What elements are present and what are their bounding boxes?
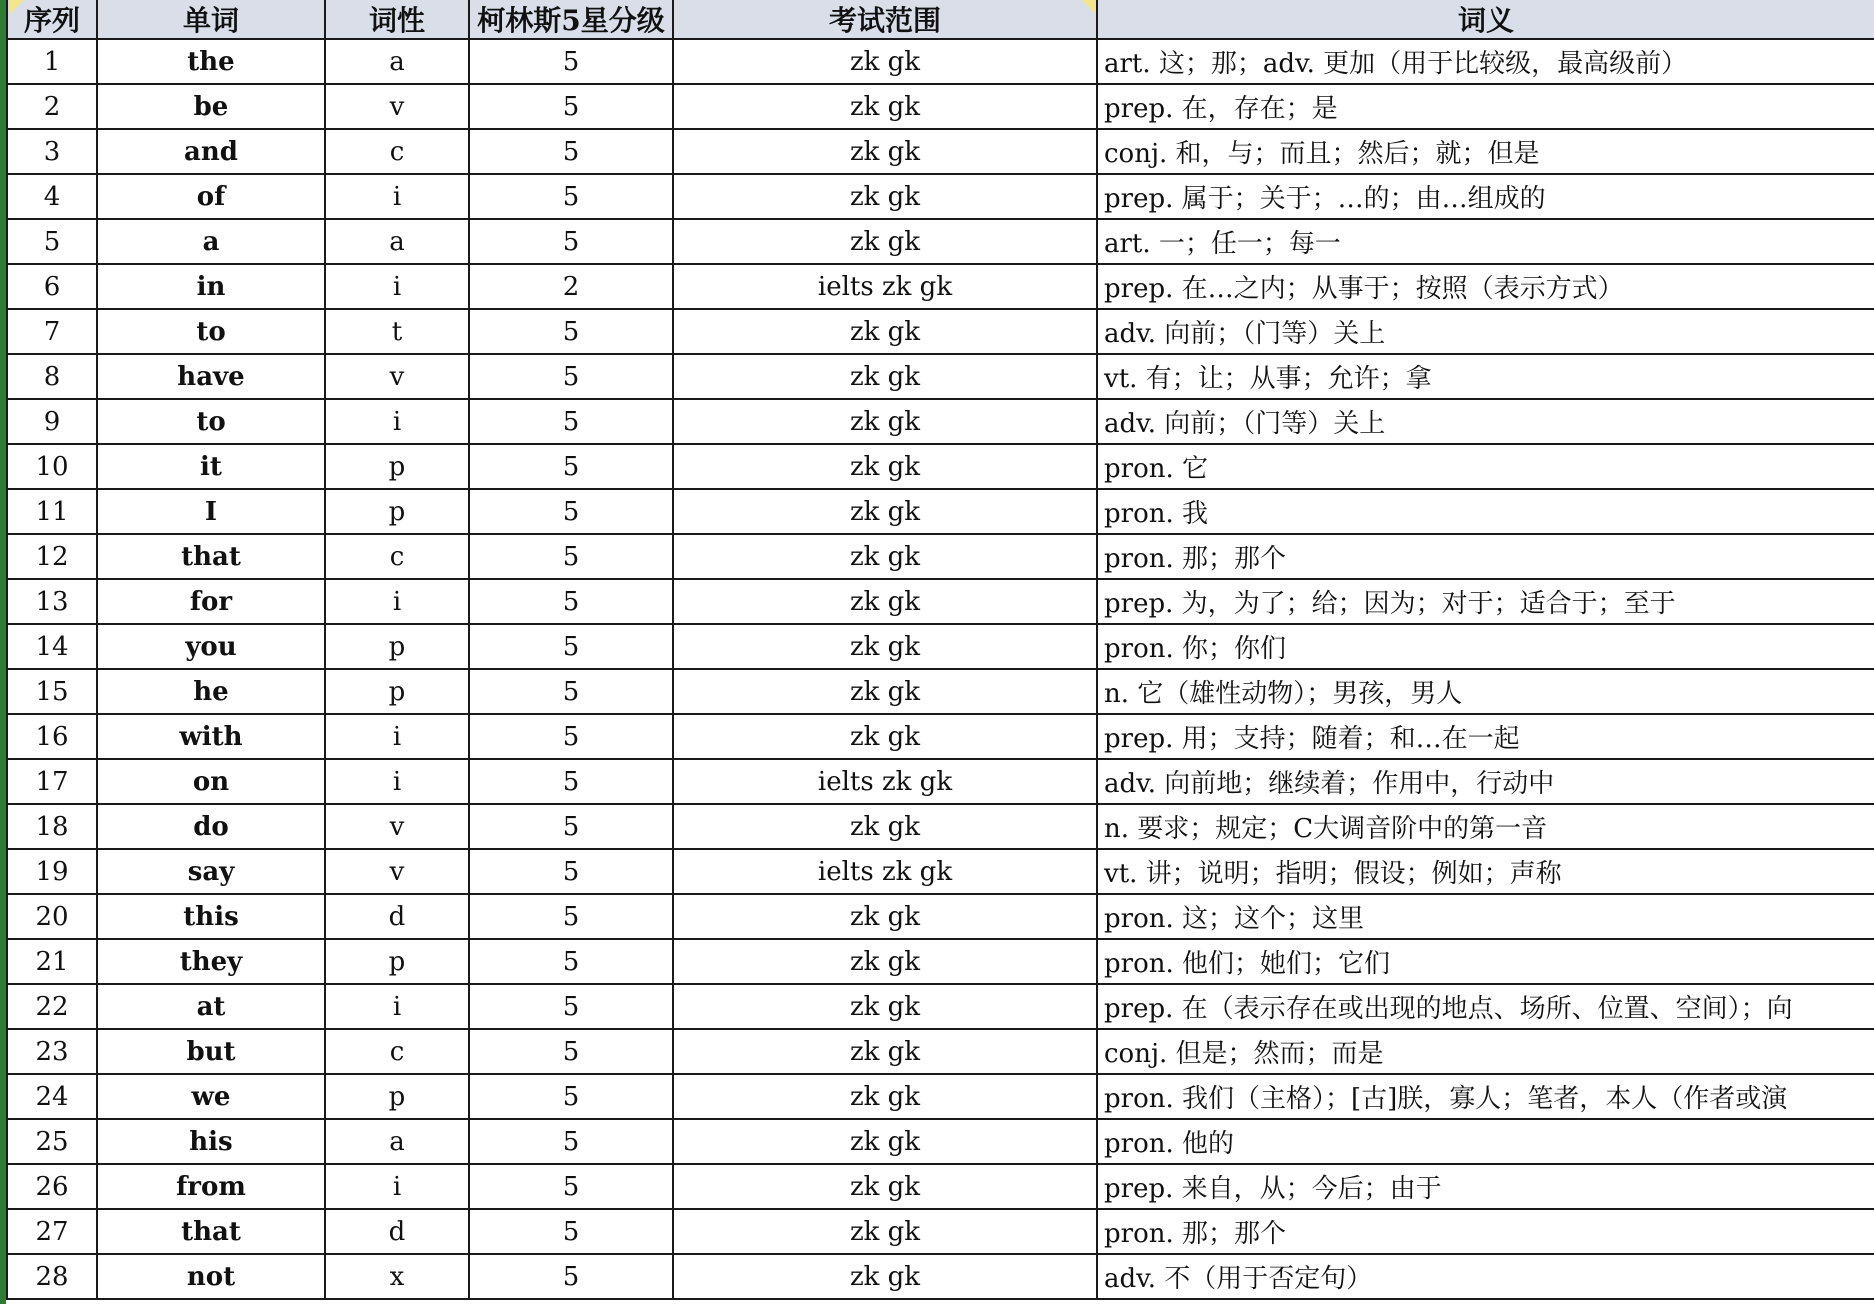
meaning-cell[interactable]: adv. 向前地；继续着；作用中，行动中 [1098,760,1874,805]
collins-cell[interactable]: 5 [470,1165,674,1210]
table-row [0,580,1874,625]
word-cell[interactable]: that [98,535,326,580]
meaning-cell[interactable]: prep. 为，为了；给；因为；对于；适合于；至于 [1098,580,1874,625]
header-pos[interactable] [326,0,470,40]
pos-cell[interactable]: d [326,1210,470,1255]
serial-cell[interactable]: 26 [6,1165,98,1210]
table-row [0,760,1874,805]
collins-cell[interactable]: 5 [470,355,674,400]
serial-cell[interactable]: 3 [6,130,98,175]
meaning-cell[interactable]: pron. 你；你们 [1098,625,1874,670]
table-row [0,1210,1874,1255]
header-word[interactable] [98,0,326,40]
meaning-cell[interactable]: pron. 我们（主格）；[古]朕，寡人；笔者，本人（作者或演 [1098,1075,1874,1120]
table-row [0,220,1874,265]
word-cell[interactable]: you [98,625,326,670]
collins-cell[interactable]: 5 [470,670,674,715]
table-row [0,715,1874,760]
exam-scope-cell[interactable]: zk gk [674,715,1098,760]
meaning-cell[interactable]: conj. 但是；然而；而是 [1098,1030,1874,1075]
meaning-cell[interactable]: art. 一；任一；每一 [1098,220,1874,265]
word-cell[interactable]: at [98,985,326,1030]
serial-cell[interactable]: 27 [6,1210,98,1255]
pos-cell[interactable]: p [326,625,470,670]
table-row [0,805,1874,850]
header-label: 柯林斯5星分级 [477,4,665,37]
collins-cell[interactable]: 5 [470,760,674,805]
pos-cell[interactable]: p [326,940,470,985]
word-cell[interactable]: and [98,130,326,175]
meaning-cell[interactable]: adv. 不（用于否定句） [1098,1255,1874,1300]
meaning-cell[interactable]: pron. 那；那个 [1098,535,1874,580]
meaning-cell[interactable]: pron. 他们；她们；它们 [1098,940,1874,985]
serial-cell[interactable]: 23 [6,1030,98,1075]
collins-cell[interactable]: 5 [470,850,674,895]
pos-cell[interactable]: p [326,1075,470,1120]
exam-scope-cell[interactable]: zk gk [674,355,1098,400]
serial-cell[interactable]: 13 [6,580,98,625]
table-row [0,850,1874,895]
word-cell[interactable]: be [98,85,326,130]
header-meaning[interactable] [1098,0,1874,40]
serial-cell[interactable]: 5 [6,220,98,265]
table-row [0,670,1874,715]
collins-cell[interactable]: 2 [470,265,674,310]
header-label: 单词 [182,4,239,37]
pos-cell[interactable]: i [326,175,470,220]
exam-scope-cell[interactable]: zk gk [674,805,1098,850]
exam-scope-cell[interactable]: zk gk [674,445,1098,490]
collins-cell[interactable]: 5 [470,130,674,175]
serial-cell[interactable]: 8 [6,355,98,400]
exam-scope-cell[interactable]: zk gk [674,400,1098,445]
table-row [0,1165,1874,1210]
meaning-cell[interactable]: pron. 我 [1098,490,1874,535]
word-cell[interactable]: say [98,850,326,895]
collins-cell[interactable]: 5 [470,85,674,130]
pos-cell[interactable]: i [326,580,470,625]
collins-cell[interactable]: 5 [470,310,674,355]
exam-scope-cell[interactable]: zk gk [674,1030,1098,1075]
word-cell[interactable]: to [98,400,326,445]
pos-cell[interactable]: p [326,670,470,715]
exam-scope-cell[interactable]: zk gk [674,580,1098,625]
exam-scope-cell[interactable]: zk gk [674,1210,1098,1255]
pos-cell[interactable]: v [326,355,470,400]
meaning-cell[interactable]: prep. 在，存在；是 [1098,85,1874,130]
exam-scope-cell[interactable]: zk gk [674,985,1098,1030]
collins-cell[interactable]: 5 [470,1075,674,1120]
serial-cell[interactable]: 4 [6,175,98,220]
meaning-cell[interactable]: prep. 在…之内；从事于；按照（表示方式） [1098,265,1874,310]
word-cell[interactable]: this [98,895,326,940]
table-row [0,625,1874,670]
pos-cell[interactable]: i [326,985,470,1030]
word-cell[interactable]: with [98,715,326,760]
serial-cell[interactable]: 17 [6,760,98,805]
comment-marker-icon [10,0,24,14]
header-collins[interactable] [470,0,674,40]
meaning-cell[interactable]: prep. 属于；关于；…的；由…组成的 [1098,175,1874,220]
exam-scope-cell[interactable]: zk gk [674,40,1098,85]
table-row [0,310,1874,355]
meaning-cell[interactable]: prep. 在（表示存在或出现的地点、场所、位置、空间）；向 [1098,985,1874,1030]
collins-cell[interactable]: 5 [470,1120,674,1165]
meaning-cell[interactable]: adv. 向前；（门等）关上 [1098,400,1874,445]
pos-cell[interactable]: p [326,490,470,535]
meaning-cell[interactable]: vt. 有；让；从事；允许；拿 [1098,355,1874,400]
serial-cell[interactable]: 2 [6,85,98,130]
collins-cell[interactable]: 5 [470,400,674,445]
exam-scope-cell[interactable]: zk gk [674,625,1098,670]
word-cell[interactable]: but [98,1030,326,1075]
table-row [0,535,1874,580]
pos-cell[interactable]: i [326,715,470,760]
pos-cell[interactable]: v [326,85,470,130]
table-row [0,895,1874,940]
word-cell[interactable]: the [98,40,326,85]
serial-cell[interactable]: 19 [6,850,98,895]
serial-cell[interactable]: 7 [6,310,98,355]
pos-cell[interactable]: t [326,310,470,355]
pos-cell[interactable]: i [326,1165,470,1210]
exam-scope-cell[interactable]: zk gk [674,490,1098,535]
serial-cell[interactable]: 18 [6,805,98,850]
exam-scope-cell[interactable]: zk gk [674,535,1098,580]
table-row [0,265,1874,310]
collins-cell[interactable]: 5 [470,805,674,850]
word-cell[interactable]: to [98,310,326,355]
pos-cell[interactable]: c [326,1030,470,1075]
word-cell[interactable]: do [98,805,326,850]
serial-cell[interactable]: 24 [6,1075,98,1120]
serial-cell[interactable]: 1 [6,40,98,85]
exam-scope-cell[interactable]: zk gk [674,130,1098,175]
header-label: 序列 [23,4,80,37]
exam-scope-cell[interactable]: zk gk [674,670,1098,715]
pos-cell[interactable]: x [326,1255,470,1300]
table-row [0,1255,1874,1300]
header-label: 词义 [1457,4,1514,37]
pos-cell[interactable]: p [326,445,470,490]
pos-cell[interactable]: v [326,850,470,895]
pos-cell[interactable]: a [326,1120,470,1165]
collins-cell[interactable]: 5 [470,1255,674,1300]
collins-cell[interactable]: 5 [470,220,674,265]
exam-scope-cell[interactable]: zk gk [674,175,1098,220]
word-cell[interactable]: on [98,760,326,805]
table-row [0,1120,1874,1165]
serial-cell[interactable]: 16 [6,715,98,760]
word-cell[interactable]: from [98,1165,326,1210]
word-cell[interactable]: not [98,1255,326,1300]
word-cell[interactable]: he [98,670,326,715]
collins-cell[interactable]: 5 [470,445,674,490]
table-row [0,85,1874,130]
pos-cell[interactable]: a [326,220,470,265]
header-label: 考试范围 [828,4,941,37]
serial-cell[interactable]: 25 [6,1120,98,1165]
pos-cell[interactable]: v [326,805,470,850]
serial-cell[interactable]: 21 [6,940,98,985]
pos-cell[interactable]: i [326,400,470,445]
serial-cell[interactable]: 6 [6,265,98,310]
exam-scope-cell[interactable]: ielts zk gk [674,265,1098,310]
serial-cell[interactable]: 15 [6,670,98,715]
meaning-cell[interactable]: pron. 它 [1098,445,1874,490]
meaning-cell[interactable]: art. 这；那；adv. 更加（用于比较级，最高级前） [1098,40,1874,85]
word-cell[interactable]: in [98,265,326,310]
table-row [0,490,1874,535]
collins-cell[interactable]: 5 [470,40,674,85]
meaning-cell[interactable]: adv. 向前；（门等）关上 [1098,310,1874,355]
meaning-cell[interactable]: pron. 那；那个 [1098,1210,1874,1255]
pos-cell[interactable]: c [326,130,470,175]
collins-cell[interactable]: 5 [470,895,674,940]
meaning-cell[interactable]: pron. 这；这个；这里 [1098,895,1874,940]
meaning-cell[interactable]: n. 它（雄性动物）；男孩，男人 [1098,670,1874,715]
word-cell[interactable]: for [98,580,326,625]
word-cell[interactable]: of [98,175,326,220]
table-row [0,1075,1874,1120]
word-cell[interactable]: that [98,1210,326,1255]
serial-cell[interactable]: 22 [6,985,98,1030]
word-cell[interactable]: it [98,445,326,490]
table-row [0,445,1874,490]
table-row [0,355,1874,400]
serial-cell[interactable]: 10 [6,445,98,490]
collins-cell[interactable]: 5 [470,1210,674,1255]
meaning-cell[interactable]: conj. 和，与；而且；然后；就；但是 [1098,130,1874,175]
exam-scope-cell[interactable]: zk gk [674,85,1098,130]
collins-cell[interactable]: 5 [470,535,674,580]
word-cell[interactable]: they [98,940,326,985]
collins-cell[interactable]: 5 [470,490,674,535]
header-exam-scope[interactable] [674,0,1098,40]
collins-cell[interactable]: 5 [470,175,674,220]
table-row [0,175,1874,220]
collins-cell[interactable]: 5 [470,715,674,760]
exam-scope-cell[interactable]: zk gk [674,310,1098,355]
collins-cell[interactable]: 5 [470,625,674,670]
pos-cell[interactable]: a [326,40,470,85]
exam-scope-cell[interactable]: zk gk [674,1075,1098,1120]
header-serial[interactable] [6,0,98,40]
word-cell[interactable]: his [98,1120,326,1165]
table-row [0,985,1874,1030]
word-cell[interactable]: a [98,220,326,265]
serial-cell[interactable]: 9 [6,400,98,445]
header-label: 词性 [368,4,425,37]
table-row [0,940,1874,985]
pos-cell[interactable]: c [326,535,470,580]
meaning-cell[interactable]: n. 要求；规定；C大调音阶中的第一音 [1098,805,1874,850]
meaning-cell[interactable]: prep. 来自，从；今后；由于 [1098,1165,1874,1210]
meaning-cell[interactable]: vt. 讲；说明；指明；假设；例如；声称 [1098,850,1874,895]
comment-marker-icon [1082,0,1096,14]
serial-cell[interactable]: 14 [6,625,98,670]
collins-cell[interactable]: 5 [470,985,674,1030]
table-row [0,130,1874,175]
word-cell[interactable]: we [98,1075,326,1120]
exam-scope-cell[interactable]: zk gk [674,220,1098,265]
collins-cell[interactable]: 5 [470,1030,674,1075]
serial-cell[interactable]: 20 [6,895,98,940]
exam-scope-cell[interactable]: ielts zk gk [674,850,1098,895]
word-cell[interactable]: I [98,490,326,535]
meaning-cell[interactable]: pron. 他的 [1098,1120,1874,1165]
exam-scope-cell[interactable]: zk gk [674,940,1098,985]
table-row [0,1030,1874,1075]
exam-scope-cell[interactable]: ielts zk gk [674,760,1098,805]
exam-scope-cell[interactable]: zk gk [674,1165,1098,1210]
serial-cell[interactable]: 28 [6,1255,98,1300]
exam-scope-cell[interactable]: zk gk [674,1255,1098,1300]
pos-cell[interactable]: i [326,265,470,310]
collins-cell[interactable]: 5 [470,580,674,625]
collins-cell[interactable]: 5 [470,940,674,985]
serial-cell[interactable]: 11 [6,490,98,535]
exam-scope-cell[interactable]: zk gk [674,1120,1098,1165]
serial-cell[interactable]: 12 [6,535,98,580]
pos-cell[interactable]: i [326,760,470,805]
meaning-cell[interactable]: prep. 用；支持；随着；和…在一起 [1098,715,1874,760]
exam-scope-cell[interactable]: zk gk [674,895,1098,940]
word-cell[interactable]: have [98,355,326,400]
table-row [0,400,1874,445]
table-row [0,40,1874,85]
pos-cell[interactable]: d [326,895,470,940]
